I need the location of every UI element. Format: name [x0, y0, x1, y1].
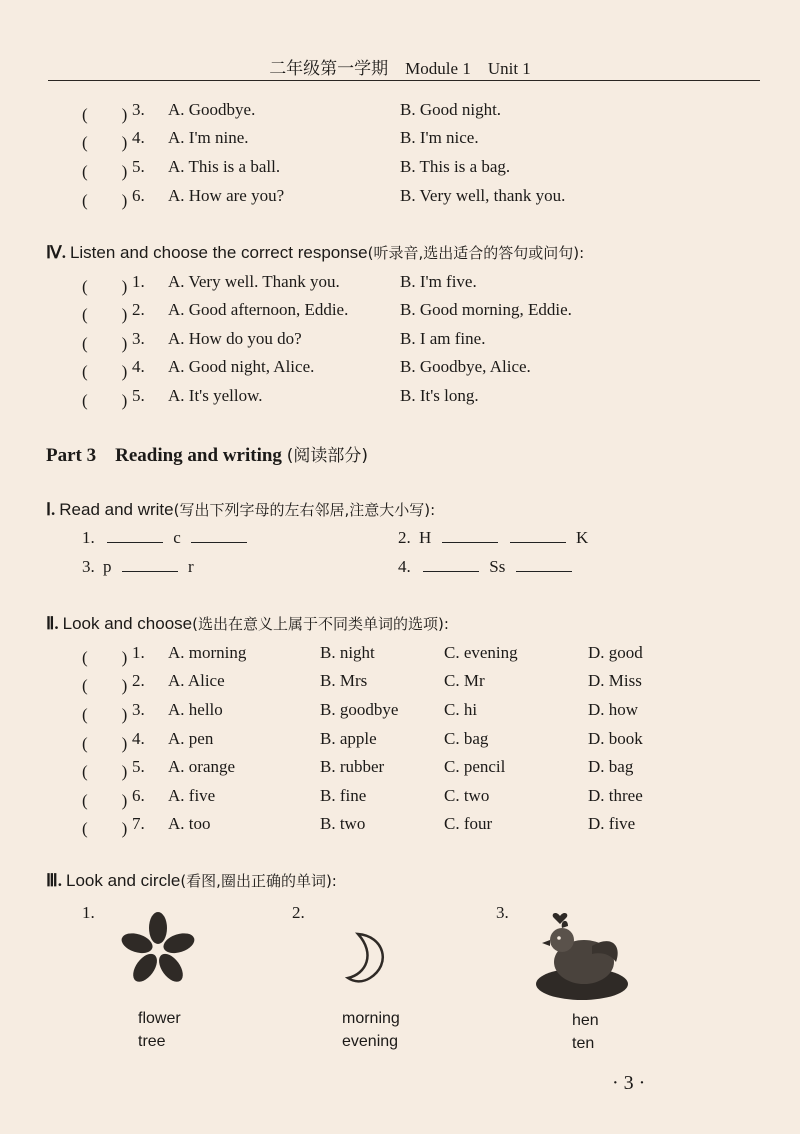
option-a: A. This is a ball.: [168, 157, 281, 176]
option-a: A. five: [168, 786, 216, 805]
section-title: Read and write: [59, 500, 174, 519]
answer-paren[interactable]: ( ): [82, 791, 128, 810]
answer-paren[interactable]: ( ): [82, 648, 128, 667]
part-title-zh: (阅读部分): [286, 446, 368, 466]
option-a: A. too: [168, 814, 211, 833]
option-a: A. I'm nine.: [168, 128, 249, 147]
answer-blank[interactable]: [516, 557, 572, 572]
question-number: 1.: [132, 272, 145, 291]
question-number: 5.: [132, 386, 145, 405]
item-number: 4.: [398, 557, 411, 576]
question-number: 4.: [132, 729, 145, 748]
moon-icon: [340, 930, 400, 986]
section-iii-heading: [46, 870, 337, 891]
option-d: D. book: [588, 729, 643, 748]
answer-paren[interactable]: ( ): [82, 362, 128, 381]
option-c: C. four: [444, 814, 493, 833]
answer-blank[interactable]: [442, 528, 498, 543]
option-b: B. fine: [320, 786, 367, 805]
item-number: 3.: [82, 557, 95, 576]
question-number: 2.: [132, 671, 145, 690]
option-a: A. morning: [168, 643, 247, 662]
answer-paren[interactable]: ( ): [82, 762, 128, 781]
option-b: B. rubber: [320, 757, 385, 776]
option-d: D. bag: [588, 757, 634, 776]
letter-item-4: [398, 557, 572, 577]
page-number: · 3 ·: [612, 1072, 646, 1094]
question-number: 6.: [132, 786, 145, 805]
option-b: B. Good night.: [400, 100, 502, 119]
given-letter: c: [173, 528, 181, 547]
section-roman: Ⅲ.: [46, 871, 62, 890]
option-a: A. orange: [168, 757, 236, 776]
option-a: A. Very well. Thank you.: [168, 272, 340, 291]
option-b: B. I am fine.: [400, 329, 486, 348]
option-b: B. This is a bag.: [400, 157, 511, 176]
option-d: D. five: [588, 814, 636, 833]
section-title-zh: (看图,圈出正确的单词):: [180, 872, 337, 890]
answer-paren[interactable]: ( ): [82, 819, 128, 838]
option-a: A. Good afternoon, Eddie.: [168, 300, 349, 319]
question-number: 4.: [132, 128, 145, 147]
given-letter: H: [419, 528, 432, 547]
option-b: B. night: [320, 643, 375, 662]
item-number: 2.: [292, 903, 305, 922]
answer-paren[interactable]: ( ): [82, 105, 128, 124]
option-b: B. two: [320, 814, 366, 833]
letter-item-1: [82, 528, 247, 548]
answer-paren[interactable]: ( ): [82, 162, 128, 181]
item-number: 2.: [398, 528, 411, 547]
answer-paren[interactable]: ( ): [82, 705, 128, 724]
question-number: 3.: [132, 329, 145, 348]
option-a: A. Good night, Alice.: [168, 357, 315, 376]
option-a: A. Alice: [168, 671, 225, 690]
part3-title: [46, 440, 368, 467]
answer-paren[interactable]: ( ): [82, 391, 128, 410]
section-title: Look and choose: [62, 614, 193, 633]
question-number: 3.: [132, 700, 145, 719]
section-roman: Ⅰ.: [46, 500, 56, 519]
option-d: D. Miss: [588, 671, 642, 690]
circle-word[interactable]: evening: [342, 1033, 399, 1050]
section-ii-heading: [46, 613, 449, 634]
circle-word[interactable]: tree: [138, 1033, 166, 1050]
question-number: 2.: [132, 300, 145, 319]
answer-blank[interactable]: [122, 557, 178, 572]
option-a: A. It's yellow.: [168, 386, 263, 405]
section-title-zh: (选出在意义上属于不同类单词的选项):: [192, 615, 449, 633]
question-number: 6.: [132, 186, 145, 205]
circle-word[interactable]: flower: [138, 1010, 181, 1027]
answer-paren[interactable]: ( ): [82, 305, 128, 324]
option-c: C. bag: [444, 729, 489, 748]
answer-paren[interactable]: ( ): [82, 734, 128, 753]
option-c: C. evening: [444, 643, 518, 662]
answer-paren[interactable]: ( ): [82, 191, 128, 210]
option-b: B. Good morning, Eddie.: [400, 300, 572, 319]
section-i-heading: [46, 499, 435, 520]
option-b: B. I'm five.: [400, 272, 477, 291]
given-letter: r: [188, 557, 194, 576]
circle-word[interactable]: hen: [572, 1012, 599, 1029]
option-b: B. goodbye: [320, 700, 399, 719]
option-d: D. how: [588, 700, 639, 719]
option-b: B. apple: [320, 729, 377, 748]
answer-paren[interactable]: ( ): [82, 277, 128, 296]
part-title-text: Part 3 Reading and writing: [46, 445, 287, 466]
option-d: D. good: [588, 643, 643, 662]
option-b: B. Goodbye, Alice.: [400, 357, 531, 376]
header-rule: [48, 80, 760, 81]
answer-blank[interactable]: [423, 557, 479, 572]
item-number: 3.: [496, 903, 509, 922]
flower-icon: [116, 910, 200, 990]
option-c: C. Mr: [444, 671, 485, 690]
circle-word[interactable]: morning: [342, 1010, 400, 1027]
option-a: A. How are you?: [168, 186, 285, 205]
section-roman: Ⅳ.: [46, 243, 66, 262]
section-roman: Ⅱ.: [46, 614, 59, 633]
item-number: 1.: [82, 528, 95, 547]
option-a: A. Goodbye.: [168, 100, 256, 119]
question-number: 1.: [132, 643, 145, 662]
given-letter: K: [576, 528, 589, 547]
question-number: 5.: [132, 157, 145, 176]
hen-icon: [530, 906, 636, 1006]
given-letter: Ss: [489, 557, 506, 576]
answer-blank[interactable]: [107, 528, 163, 543]
option-a: A. hello: [168, 700, 223, 719]
option-a: A. pen: [168, 729, 214, 748]
letter-item-3: [82, 557, 194, 577]
question-number: 4.: [132, 357, 145, 376]
option-d: D. three: [588, 786, 643, 805]
section-title: Listen and choose the correct response: [69, 243, 368, 262]
option-b: B. Mrs: [320, 671, 368, 690]
section-title-zh: (听录音,选出适合的答句或问句):: [367, 244, 585, 262]
answer-paren[interactable]: ( ): [82, 334, 128, 353]
option-c: C. pencil: [444, 757, 506, 776]
item-number: 1.: [82, 903, 95, 922]
answer-paren[interactable]: ( ): [82, 676, 128, 695]
option-b: B. Very well, thank you.: [400, 186, 566, 205]
section-title: Look and circle: [65, 871, 181, 890]
letter-item-2: [398, 528, 588, 548]
question-number: 3.: [132, 100, 145, 119]
answer-blank[interactable]: [510, 528, 566, 543]
option-c: C. hi: [444, 700, 478, 719]
question-number: 7.: [132, 814, 145, 833]
page-header: 二年级第一学期 Module 1 Unit 1: [269, 59, 531, 78]
section-title-zh: (写出下列字母的左右邻居,注意大小写):: [173, 501, 436, 519]
circle-word[interactable]: ten: [572, 1035, 595, 1052]
option-b: B. I'm nice.: [400, 128, 479, 147]
answer-blank[interactable]: [191, 528, 247, 543]
answer-paren[interactable]: ( ): [82, 133, 128, 152]
option-c: C. two: [444, 786, 490, 805]
option-b: B. It's long.: [400, 386, 479, 405]
given-letter: p: [103, 557, 112, 576]
question-number: 5.: [132, 757, 145, 776]
option-a: A. How do you do?: [168, 329, 302, 348]
section-iv-heading: [46, 242, 584, 263]
